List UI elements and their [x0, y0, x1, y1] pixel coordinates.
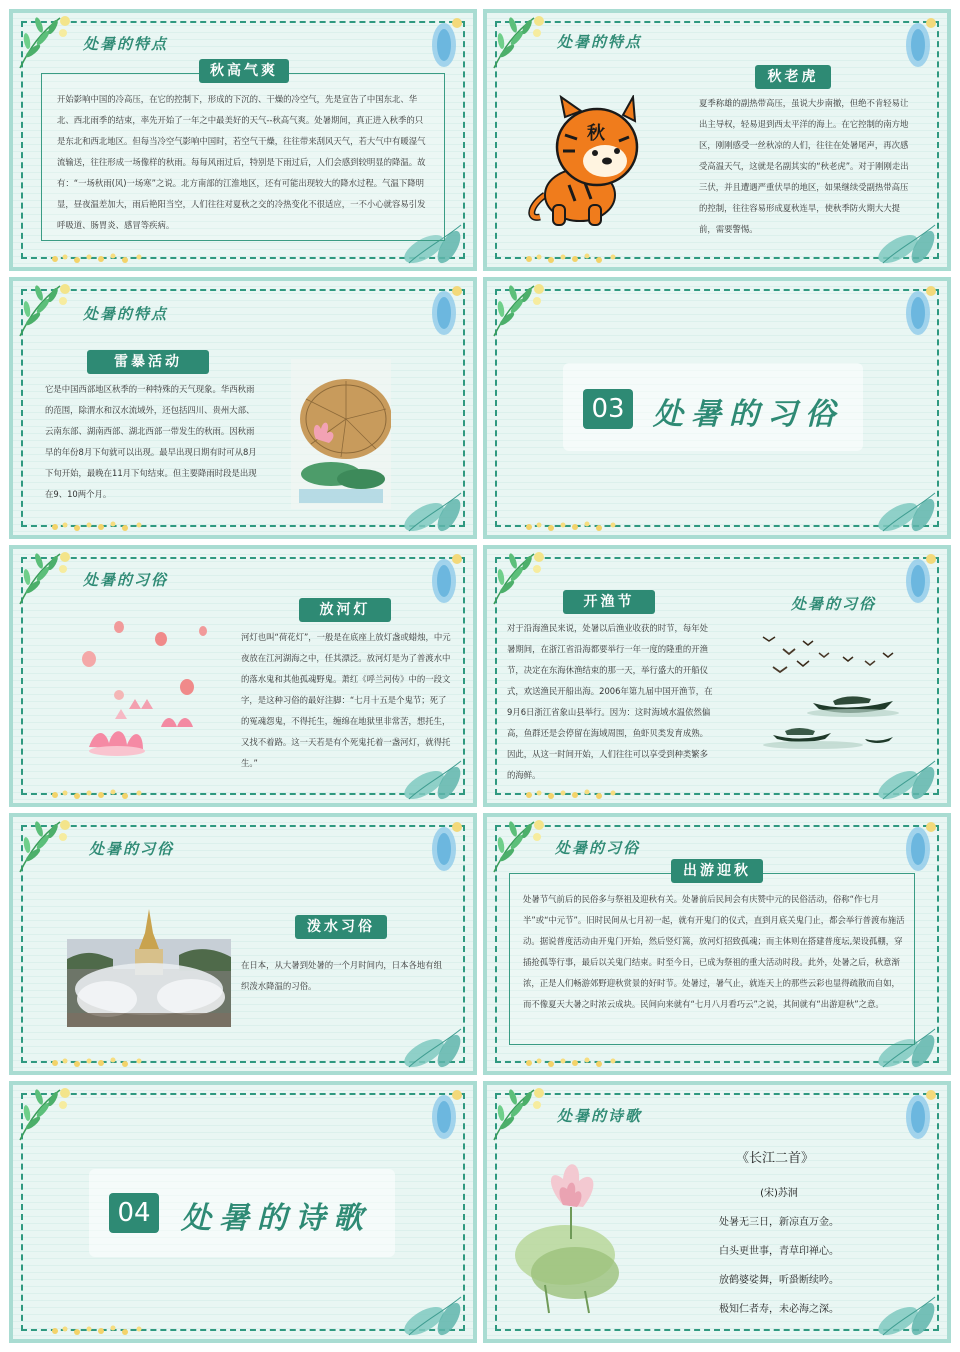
umbrella-lotus-icon [291, 359, 391, 509]
section-title: 处暑的诗歌 [557, 1107, 643, 1125]
topic-tag: 雷暴活动 [87, 350, 209, 374]
chapter-number: 03 [583, 389, 633, 429]
leaf-decoration-icon [489, 1085, 549, 1145]
river-lantern-icon [69, 619, 219, 769]
leaf-decoration-icon [399, 1291, 469, 1337]
leaf-decoration-icon [873, 755, 943, 801]
leaf-decoration-icon [15, 13, 75, 73]
section-title: 处暑的习俗 [83, 571, 169, 589]
flower-dots-icon [49, 519, 169, 533]
section-title: 处暑的习俗 [555, 839, 641, 857]
leaf-decoration-icon [489, 549, 549, 609]
section-title: 处暑的特点 [557, 33, 643, 51]
poem-author: (宋)苏泂 [760, 1188, 798, 1199]
body-text: 对于沿海渔民来说，处暑以后渔业收获的时节，每年处暑期间，在浙江省沿海都要举行一年一度的隆重的开渔节，决定在东海休渔结束的那一天，举行盛大的开船仪式，欢送渔民开船出海。2006年第九届中国开渔节，在9月6日浙江省象山县举行。因为：这时海域水温依然偏高，鱼群还是会停留在海域周围，鱼虾贝类发育成熟。因此，从这一时间开始，人们往往可以享受到种类繁多的海鲜。 [507, 623, 713, 780]
leaf-decoration-icon [15, 817, 75, 877]
leaf-decoration-icon [873, 1291, 943, 1337]
flower-dots-icon [523, 251, 643, 265]
flower-dots-icon [49, 1055, 169, 1069]
body-text: 处暑节气前后的民俗多与祭祖及迎秋有关。处暑前后民间会有庆赞中元的民俗活动，俗称“作七月半”或“中元节”。旧时民间从七月初一起，就有开鬼门的仪式，直到月底关鬼门止，都会举行普渡布施活动。据说普度活动由开鬼门开始，然后竖灯篙，放河灯招致孤魂；而主体则在搭建普度坛,架设孤棚，穿插抢孤等行事，最后以关鬼门结束。时至今日，已成为祭祖的重大活动时段。此外，处暑之后，秋意渐浓，正是人们畅游郊野迎秋赏景的好时节。处暑过，暑气止，就连天上的那些云彩也显得疏散而自如，而不像夏天大暑之时浓云成块。民间向来就有“七月八月看巧云”之说，其间就有“出游迎秋”之意。 [523, 894, 905, 1009]
topic-tag: 开渔节 [563, 590, 655, 614]
blue-flower-icon [421, 17, 467, 73]
blue-flower-icon [895, 821, 941, 877]
blue-flower-icon [895, 1089, 941, 1145]
section-title: 处暑的特点 [83, 35, 169, 53]
leaf-decoration-icon [15, 1085, 75, 1145]
section-title: 处暑的习俗 [89, 840, 175, 858]
section-title: 处暑的习俗 [791, 595, 877, 613]
topic-tag: 秋老虎 [755, 65, 831, 89]
flower-dots-icon [523, 787, 643, 801]
poem-line: 处暑无三日，新凉直万金。 [719, 1217, 839, 1228]
slide-10[interactable] [483, 1081, 951, 1343]
chapter-title: 处暑的习俗 [653, 397, 843, 432]
body-text: 它是中国西部地区秋季的一种特殊的天气现象。华西秋雨的范围，除渭水和汉水流域外，还包括四川、贵州大部、云南东部、湖南西部、湖北西部一带发生的秋雨。因秋雨早的年份8月下旬就可以出现。最早出现日期有时可从8月下旬开始，最晚在11月下旬结束。但主要降雨时段是出现在9、10两个月。 [45, 384, 257, 499]
leaf-decoration-icon [399, 1023, 469, 1069]
blue-flower-icon [421, 285, 467, 341]
flower-dots-icon [523, 1055, 643, 1069]
flower-dots-icon [49, 251, 169, 265]
tiger-label: 秋 [587, 123, 605, 144]
blue-flower-icon [421, 1089, 467, 1145]
blue-flower-icon [421, 553, 467, 609]
slide-6[interactable] [483, 545, 951, 807]
slide-5[interactable] [9, 545, 477, 807]
slide-3[interactable] [9, 277, 477, 539]
topic-tag: 出游迎秋 [671, 859, 763, 883]
tiger-icon [525, 95, 645, 227]
slide-2[interactable] [483, 9, 951, 271]
chapter-number: 04 [109, 1193, 159, 1233]
lotus-painting-icon [505, 1145, 635, 1315]
leaf-decoration-icon [489, 13, 549, 73]
body-text: 河灯也叫“荷花灯”，一般是在底座上放灯盏或蜡烛，中元夜放在江河湖海之中，任其漂泛。放河灯是为了普渡水中的落水鬼和其他孤魂野鬼。萧红《呼兰河传》中的一段文字，是这种习俗的最好注脚：“七月十五是个鬼节；死了的冤魂怨鬼，不得托生，缠绵在地狱里非常苦，想托生，又找不着路。这一天若是有个死鬼托着一盏河灯，就得托生。” [241, 632, 451, 768]
chapter-title: 处暑的诗歌 [181, 1201, 371, 1236]
slide-1[interactable] [9, 9, 477, 271]
body-text: 开始影响中国的冷高压，在它的控制下，形成的下沉的、干燥的冷空气，先是宣告了中国东北、华北、西北雨季的结束，率先开始了一年之中最美好的天气--秋高气爽。处暑期间，真正进入秋季的只是东北和西北地区。但每当冷空气影响中国时，若空气干燥，往往带来刮风天气，若大气中有暖湿气流输送，往往形成一场像样的秋雨。每每风雨过后，特别是下雨过后，人们会感到较明显的降温。故有：“一场秋雨(风)一场寒”之说。北方南部的江淮地区，还有可能出现较大的降水过程。气温下降明显，昼夜温差加大，雨后艳阳当空，人们往往对夏秋之交的冷热变化不很适应，一不小心就容易引发呼吸道、肠胃炎、感冒等疾病。 [57, 94, 426, 230]
flower-dots-icon [49, 787, 169, 801]
birds-boats-icon [753, 627, 913, 757]
blue-flower-icon [895, 17, 941, 73]
flower-dots-icon [49, 1323, 169, 1337]
leaf-decoration-icon [873, 487, 943, 533]
poem-line: 白头更世事，青草印禅心。 [719, 1246, 839, 1257]
topic-tag: 放河灯 [299, 598, 391, 622]
slide-7[interactable] [9, 813, 477, 1075]
blue-flower-icon [421, 821, 467, 877]
blue-flower-icon [895, 553, 941, 609]
poem-title: 《长江二首》 [735, 1151, 814, 1166]
topic-tag: 泼水习俗 [295, 915, 387, 939]
flower-dots-icon [523, 519, 643, 533]
section-title: 处暑的特点 [83, 305, 169, 323]
leaf-decoration-icon [489, 817, 549, 877]
water-festival-photo-icon [67, 909, 231, 1027]
body-text: 夏季称雄的副热带高压，虽说大步南撤，但绝不肯轻易让出主导权，轻易退到西太平洋的海上。在它控制的南方地区，刚刚感受一丝秋凉的人们，往往在处暑尾声，再次感受高温天气，这就是名副其实的“秋老虎”。对于刚刚走出三伏，并且遭遇严重伏旱的地区，如果继续受副热带高压的控制，往往容易形成夏秋连旱，使秋季防火期大大提前，需要警惕。 [699, 98, 909, 234]
slide-4[interactable] [483, 277, 951, 539]
body-text: 在日本，从大暑到处暑的一个月时间内，日本各地有组织泼水降温的习俗。 [241, 960, 442, 991]
topic-tag: 秋高气爽 [199, 59, 289, 83]
leaf-decoration-icon [489, 281, 549, 341]
leaf-decoration-icon [399, 487, 469, 533]
leaf-decoration-icon [15, 549, 75, 609]
blue-flower-icon [895, 285, 941, 341]
slide-9[interactable] [9, 1081, 477, 1343]
slide-8[interactable] [483, 813, 951, 1075]
poem-line: 极知仁者寿，未必海之深。 [719, 1304, 839, 1315]
leaf-decoration-icon [15, 281, 75, 341]
poem-line: 放鹤婆娑舞，听蛩断续吟。 [719, 1275, 839, 1286]
